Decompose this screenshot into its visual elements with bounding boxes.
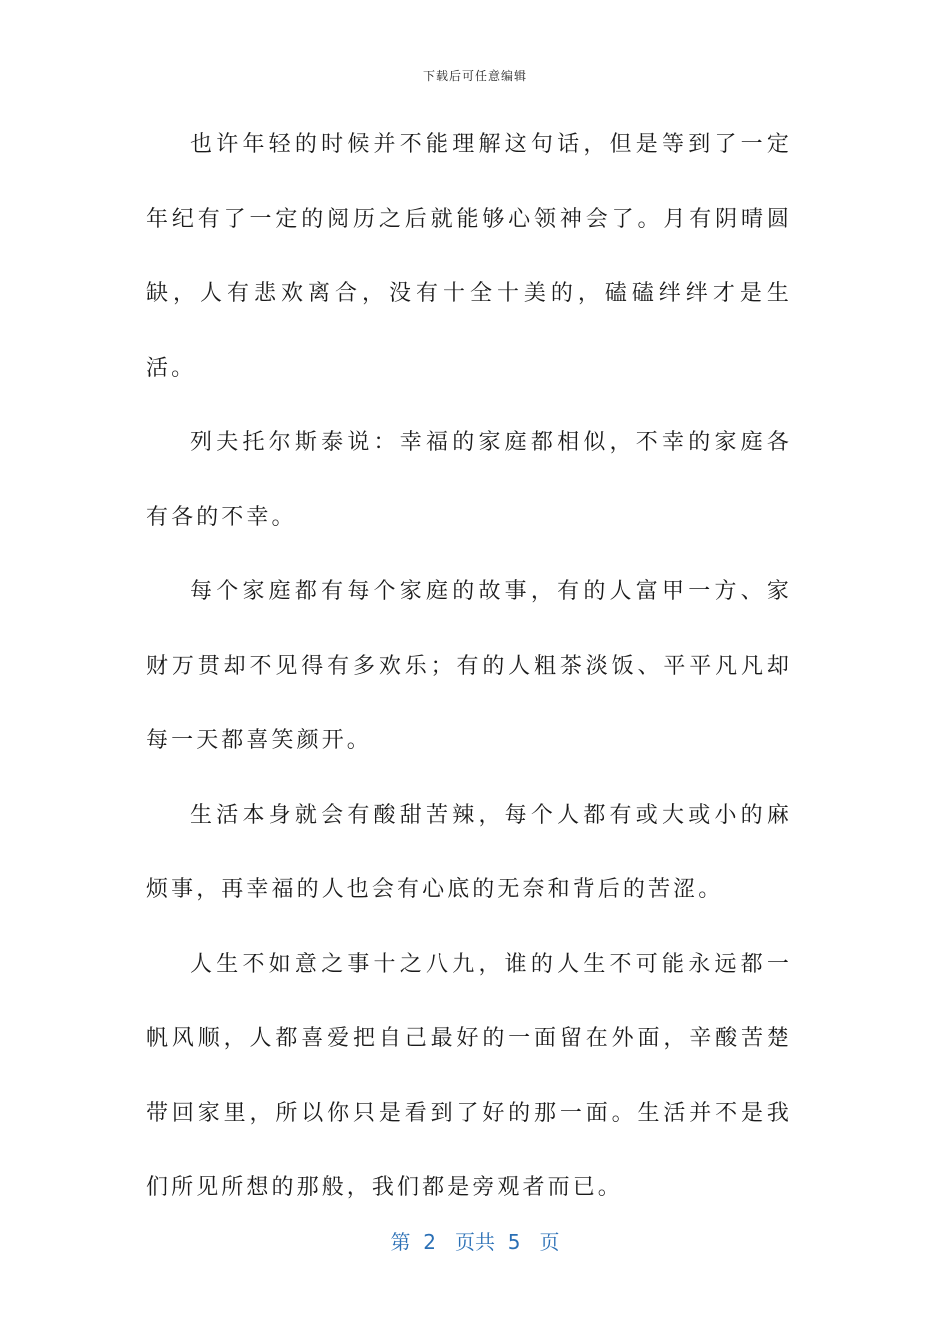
footer-prefix: 第 [390,1230,411,1254]
document-body [146,108,792,1226]
page-footer [0,1226,950,1255]
total-page-number: 5 [507,1230,521,1254]
paragraph: 列夫托尔斯泰说：幸福的家庭都相似，不幸的家庭各有各的不幸。 [146,430,792,530]
footer-middle: 页共 [455,1230,495,1254]
paragraph: 也许年轻的时候并不能理解这句话，但是等到了一定年纪有了一定的阅历之后就能够心领神会了。月有阴晴圆缺，人有悲欢离合，没有十全十美的，磕磕绊绊才是生活。 [146,132,792,381]
footer-suffix: 页 [539,1230,560,1254]
paragraph: 人生不如意之事十之八九，谁的人生不可能永远都一帆风顺，人都喜爱把自己最好的一面留在外面，辛酸苦楚带回家里，所以你只是看到了好的那一面。生活并不是我们所见所想的那般，我们都是旁观者而已。 [146,951,792,1200]
paragraph: 生活本身就会有酸甜苦辣，每个人都有或大或小的麻烦事，再幸福的人也会有心底的无奈和背后的苦涩。 [146,802,792,902]
current-page-number: 2 [423,1230,436,1254]
paragraph: 每个家庭都有每个家庭的故事，有的人富甲一方、家财万贯却不见得有多欢乐；有的人粗茶淡饭、平平凡凡却每一天都喜笑颜开。 [146,579,792,753]
page-header: 下载后可任意编辑 [422,69,527,83]
